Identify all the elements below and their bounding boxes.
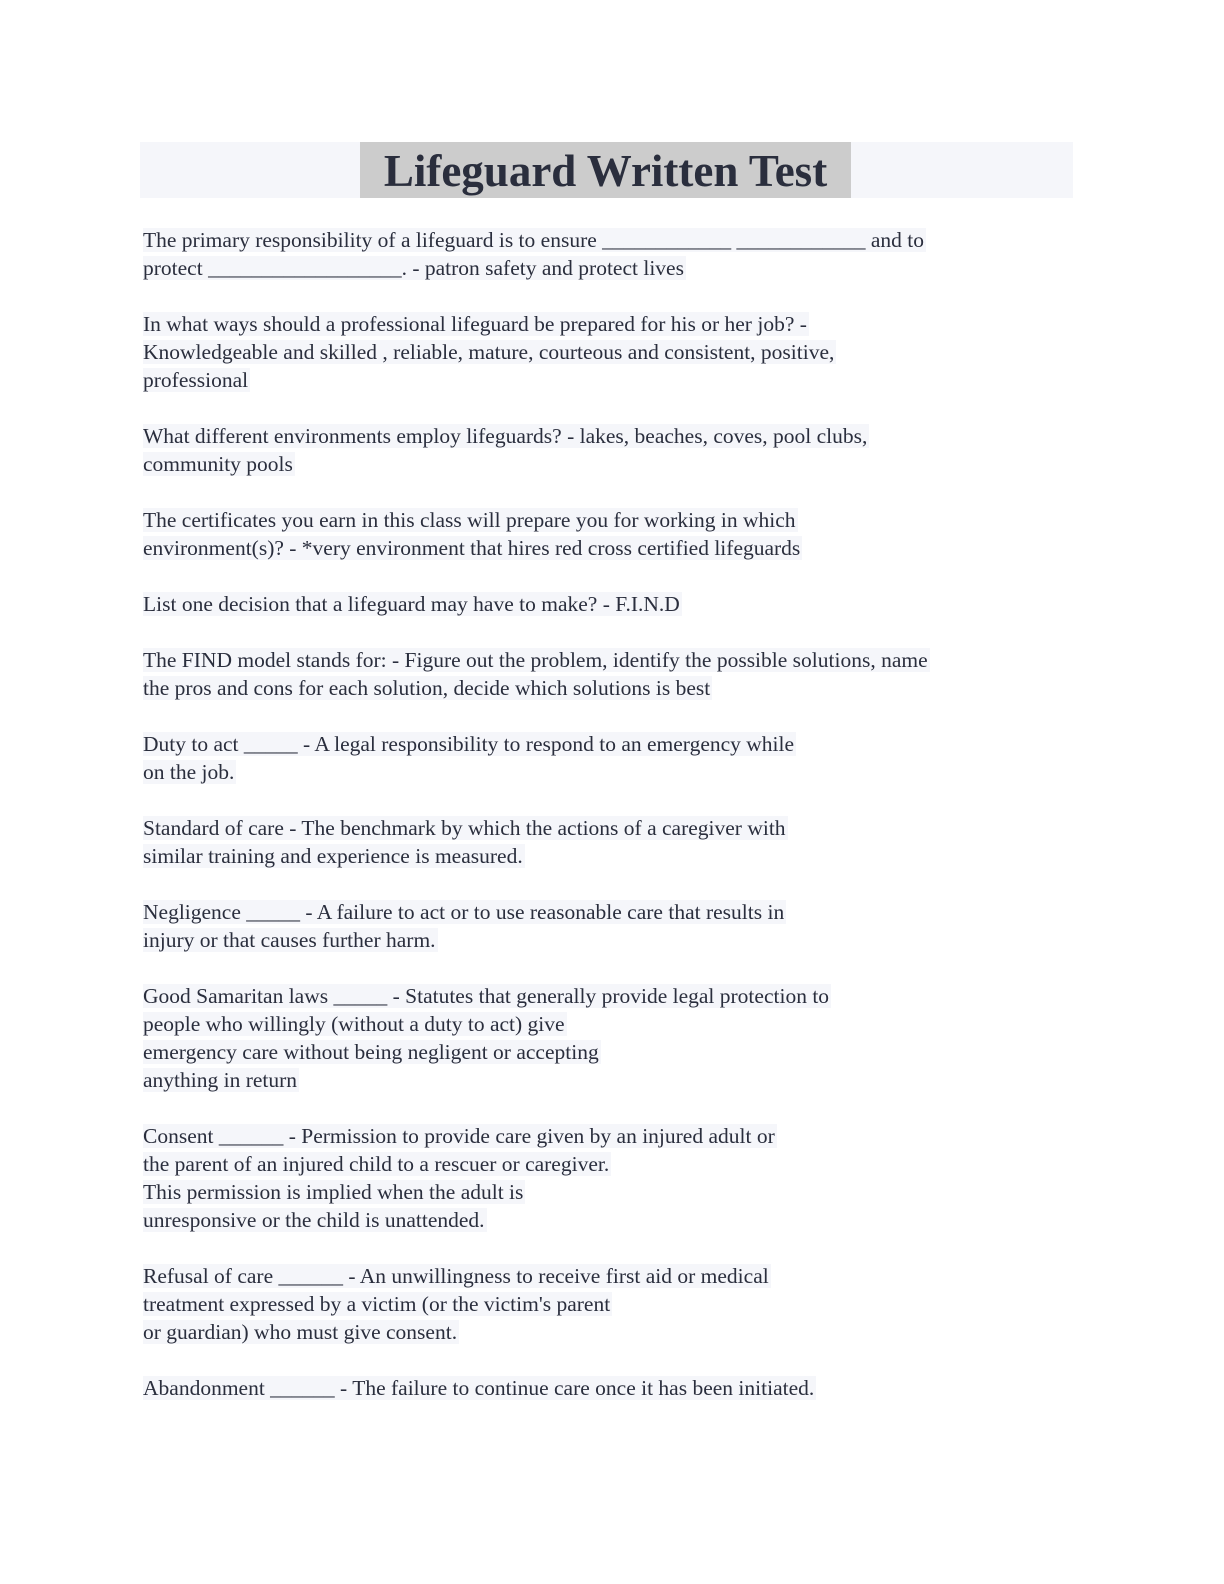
- text-line: community pools: [143, 452, 293, 476]
- text-line: List one decision that a lifeguard may have to make? - F.I.N.D: [143, 592, 680, 616]
- qa-item-negligence: [143, 898, 1073, 954]
- text-line: Negligence _____ - A failure to act or to use reasonable care that results in: [143, 900, 785, 924]
- text-line: similar training and experience is measured.: [143, 844, 523, 868]
- qa-item-professional-preparation: [143, 310, 1073, 394]
- text-line: What different environments employ lifeguards? - lakes, beaches, coves, pool clubs,: [143, 424, 868, 448]
- text-line: Standard of care - The benchmark by which the actions of a caregiver with: [143, 816, 786, 840]
- text-line: protect __________________. - patron safety and protect lives: [143, 256, 684, 280]
- text-line: on the job.: [143, 760, 235, 784]
- text-line: Consent ______ - Permission to provide care given by an injured adult or: [143, 1124, 775, 1148]
- qa-item-good-samaritan-laws: [143, 982, 1073, 1094]
- qa-item-consent: [143, 1122, 1073, 1234]
- text-line: Good Samaritan laws _____ - Statutes that generally provide legal protection to: [143, 984, 830, 1008]
- text-line: Knowledgeable and skilled , reliable, mature, courteous and consistent, positive,: [143, 340, 835, 364]
- text-line: anything in return: [143, 1068, 298, 1092]
- text-line: people who willingly (without a duty to act) give: [143, 1012, 565, 1036]
- qa-item-find-model: [143, 646, 1073, 702]
- text-line: treatment expressed by a victim (or the victim's parent: [143, 1292, 611, 1316]
- text-line: In what ways should a professional lifeguard be prepared for his or her job? -: [143, 312, 807, 336]
- qa-item-refusal-of-care: [143, 1262, 1073, 1346]
- text-line: unresponsive or the child is unattended.: [143, 1208, 485, 1232]
- qa-item-duty-to-act: [143, 730, 1073, 786]
- qa-item-environments: [143, 422, 1073, 478]
- page-title: Lifeguard Written Test: [360, 142, 851, 198]
- text-line: The primary responsibility of a lifeguard is to ensure ____________ ____________ and to: [143, 228, 925, 252]
- document-body: [143, 226, 1073, 1430]
- text-line: professional: [143, 368, 249, 392]
- text-line: The FIND model stands for: - Figure out the problem, identify the possible solutions, name: [143, 648, 928, 672]
- qa-item-standard-of-care: [143, 814, 1073, 870]
- qa-item-decision: [143, 590, 1073, 618]
- text-line: or guardian) who must give consent.: [143, 1320, 458, 1344]
- text-line: the parent of an injured child to a rescuer or caregiver.: [143, 1152, 610, 1176]
- text-line: Refusal of care ______ - An unwillingness to receive first aid or medical: [143, 1264, 769, 1288]
- text-line: Duty to act _____ - A legal responsibility to respond to an emergency while: [143, 732, 795, 756]
- text-line: injury or that causes further harm.: [143, 928, 436, 952]
- qa-item-primary-responsibility: [143, 226, 1073, 282]
- qa-item-certificates: [143, 506, 1073, 562]
- text-line: the pros and cons for each solution, decide which solutions is best: [143, 676, 711, 700]
- text-line: This permission is implied when the adult is: [143, 1180, 524, 1204]
- text-line: environment(s)? - *very environment that hires red cross certified lifeguards: [143, 536, 801, 560]
- qa-item-abandonment: [143, 1374, 1073, 1402]
- text-line: The certificates you earn in this class will prepare you for working in which: [143, 508, 796, 532]
- text-line: emergency care without being negligent or accepting: [143, 1040, 599, 1064]
- text-line: Abandonment ______ - The failure to continue care once it has been initiated.: [143, 1376, 815, 1400]
